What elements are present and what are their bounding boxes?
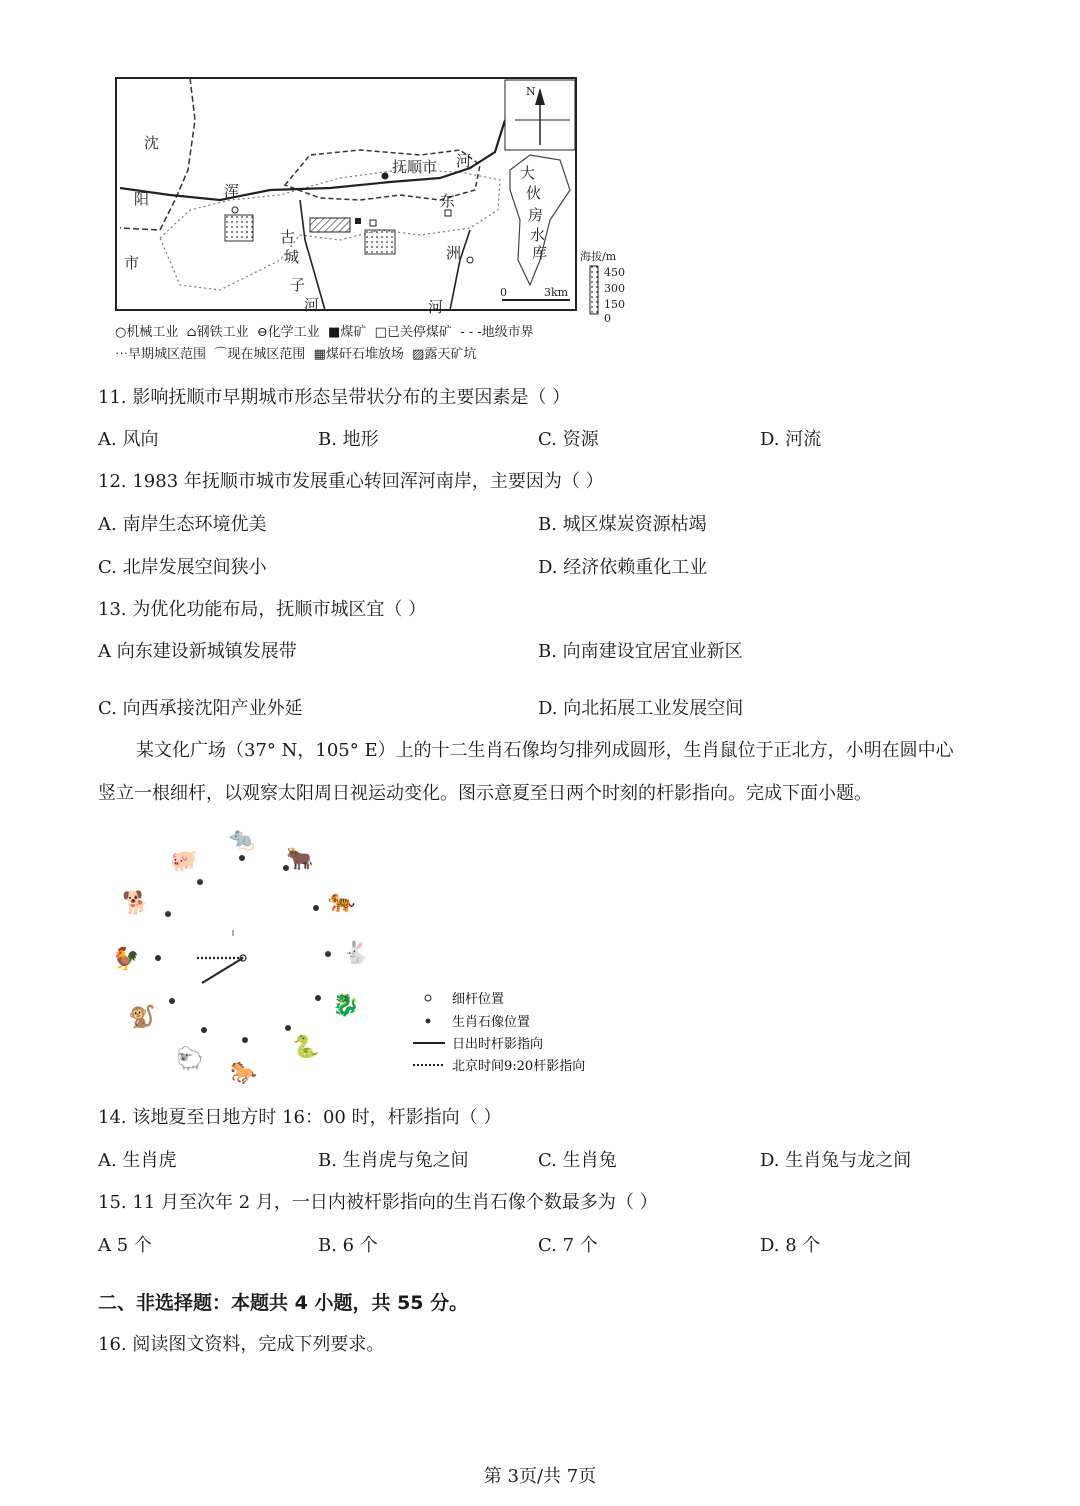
section-2-heading: 二、非选择题：本题共 4 小题，共 55 分。 (98, 1292, 469, 1314)
elev-tick-0: 0 (604, 312, 611, 325)
legend-closed-mine: 已关停煤矿 (386, 325, 452, 340)
zodiac-diagram (100, 818, 620, 1093)
dragon-icon: 🐉 (332, 993, 360, 1018)
north-label: N (526, 85, 536, 98)
q11-option-c[interactable]: C. 资源 (538, 429, 599, 450)
map-label-gu: 古 (280, 228, 296, 246)
legend-open-pit: 露天矿坑 (424, 347, 477, 362)
q13-option-c[interactable]: C. 向西承接沈阳产业外延 (98, 698, 303, 719)
snake-icon: 🐍 (292, 1035, 320, 1060)
monkey-icon: 🐒 (128, 1005, 156, 1030)
passage-line-1: 某文化广场（37° N，105° E）上的十二生肖石像均匀排列成圆形，生肖鼠位于正北方，小明在圆中心 (136, 740, 954, 761)
q11-option-a[interactable]: A. 风向 (98, 429, 159, 450)
q11-option-d[interactable]: D. 河流 (760, 429, 822, 450)
map-label-he: 河 (456, 152, 472, 170)
legend-coalmine: 煤矿 (340, 325, 367, 340)
map-label-he2: 河 (304, 296, 320, 314)
zodiac-figure (100, 818, 620, 1093)
map-label-cheng: 城 (284, 248, 300, 266)
elevation-title: 海拔/m (580, 250, 617, 263)
legend-boundary: 地级市界 (481, 325, 534, 340)
scale-zero: 0 (500, 286, 507, 299)
legend-920-shadow: 北京时间9:20杆影指向 (452, 1059, 586, 1074)
q15-option-a[interactable]: A 5 个 (98, 1235, 152, 1256)
legend-coalmine-icon: ■ (328, 325, 341, 340)
legend-sunrise-shadow: 日出时杆影指向 (452, 1037, 544, 1052)
question-16: 16. 阅读图文资料，完成下列要求。 (98, 1334, 385, 1355)
map-label-ku: 库 (532, 244, 548, 262)
question-11: 11. 影响抚顺市早期城市形态呈带状分布的主要因素是（ ） (98, 387, 571, 408)
dog-icon: 🐕 (122, 891, 150, 916)
ox-icon: 🐂 (286, 847, 314, 872)
q13-option-b[interactable]: B. 向南建设宜居宜业新区 (538, 641, 743, 662)
q14-option-a[interactable]: A. 生肖虎 (98, 1150, 177, 1171)
q14-option-b[interactable]: B. 生肖虎与兔之间 (318, 1150, 469, 1171)
legend-pole: 细杆位置 (452, 992, 505, 1007)
legend-chemical-icon: ⊖ (256, 325, 268, 340)
legend-current-city: 现在城区范围 (227, 347, 306, 362)
question-14: 14. 该地夏至日地方时 16：00 时，杆影指向（ ） (98, 1107, 502, 1128)
q12-option-d[interactable]: D. 经济依赖重化工业 (538, 557, 708, 578)
q15-option-b[interactable]: B. 6 个 (318, 1235, 378, 1256)
legend-current-city-icon: ⌒ (214, 347, 228, 362)
map-label-shi: 市 (124, 254, 140, 272)
legend-boundary-icon: - - - (460, 325, 482, 340)
map-label-huo: 伙 (526, 184, 542, 202)
legend-early-city: 早期城区范围 (128, 347, 207, 362)
q13-option-a[interactable]: A 向东建设新城镇发展带 (98, 641, 297, 662)
q14-option-c[interactable]: C. 生肖兔 (538, 1150, 617, 1171)
q13-option-d[interactable]: D. 向北拓展工业发展空间 (538, 698, 744, 719)
map-label-he3: 河 (428, 298, 444, 316)
map-label-fang: 房 (528, 206, 544, 224)
pig-icon: 🐖 (170, 849, 198, 874)
legend-gangue-icon: ▦ (313, 347, 326, 362)
elev-tick-150: 150 (604, 298, 625, 311)
rooster-icon: 🐓 (112, 947, 140, 972)
q15-option-d[interactable]: D. 8 个 (760, 1235, 821, 1256)
elev-tick-300: 300 (604, 282, 625, 295)
passage-line-2: 竖立一根细杆，以观察太阳周日视运动变化。图示意夏至日两个时刻的杆影指向。完成下面小题。 (98, 783, 872, 804)
q12-option-a[interactable]: A. 南岸生态环境优美 (98, 514, 267, 535)
map-label-dong: 东 (440, 192, 456, 210)
horse-icon: 🐎 (230, 1061, 258, 1086)
map-label-shui: 水 (530, 226, 546, 244)
map-label-fushun: 抚顺市 (392, 158, 438, 176)
rabbit-icon: 🐇 (342, 941, 370, 966)
map-legend-row1 (115, 322, 615, 344)
legend-early-city-icon: ⋯ (115, 347, 129, 362)
legend-chemical: 化学工业 (267, 325, 320, 340)
q15-option-c[interactable]: C. 7 个 (538, 1235, 598, 1256)
map-label-shen: 沈 (144, 134, 160, 152)
legend-machinery: 机械工业 (126, 325, 179, 340)
question-12: 12. 1983 年抚顺市城市发展重心转回浑河南岸，主要因为（ ） (98, 471, 604, 492)
q12-option-b[interactable]: B. 城区煤炭资源枯竭 (538, 514, 707, 535)
legend-open-pit-icon: ▨ (412, 347, 425, 362)
legend-steel-icon: ⌂ (186, 325, 197, 340)
map-label-da: 大 (520, 164, 536, 182)
legend-machinery-icon: ○ (115, 325, 127, 340)
question-15: 15. 11 月至次年 2 月，一日内被杆影指向的生肖石像个数最多为（ ） (98, 1192, 658, 1213)
legend-closed-mine-icon: □ (374, 325, 387, 340)
scale-3km: 3km (544, 286, 569, 299)
legend-stone: 生肖石像位置 (452, 1015, 531, 1030)
legend-steel: 钢铁工业 (196, 325, 249, 340)
sheep-icon: 🐑 (176, 1047, 204, 1072)
q11-option-b[interactable]: B. 地形 (318, 429, 379, 450)
page-footer: 第 3页/共 7页 (483, 1466, 597, 1487)
q14-option-d[interactable]: D. 生肖兔与龙之间 (760, 1150, 912, 1171)
map-label-zi: 子 (290, 276, 306, 294)
rat-icon: 🐀 (228, 827, 256, 852)
elev-tick-450: 450 (604, 266, 625, 279)
map-legend (115, 322, 615, 366)
map-label-hun: 浑 (224, 182, 240, 200)
map-legend-row2 (115, 344, 615, 366)
q12-option-c[interactable]: C. 北岸发展空间狭小 (98, 557, 267, 578)
tiger-icon: 🐅 (328, 889, 356, 914)
legend-gangue: 煤矸石堆放场 (325, 347, 404, 362)
map-label-yang: 阳 (134, 190, 150, 208)
question-13: 13. 为优化功能布局，抚顺市城区宜（ ） (98, 599, 427, 620)
map-label-zhou: 洲 (446, 244, 462, 262)
